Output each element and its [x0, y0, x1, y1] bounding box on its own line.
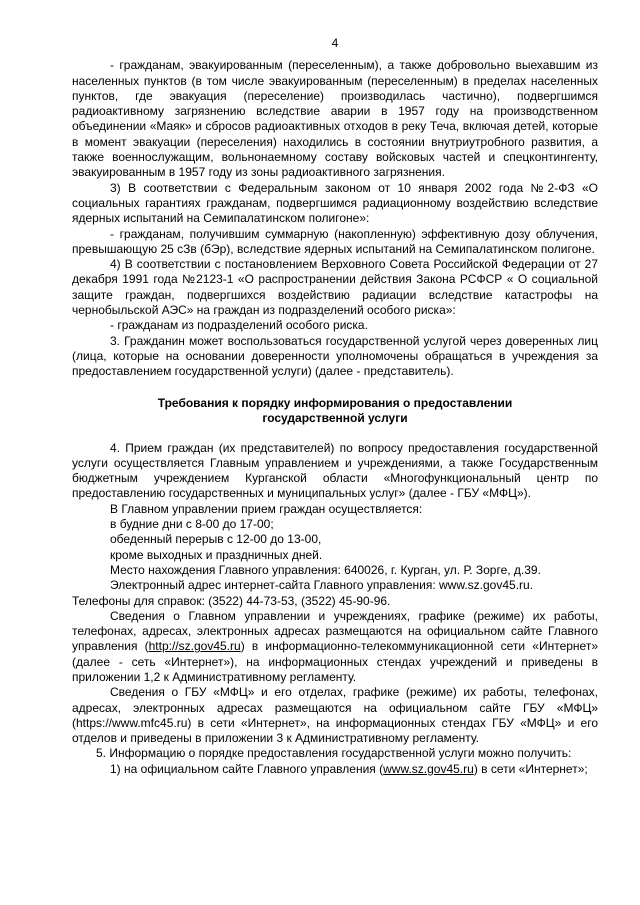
- paragraph-special-risk: - гражданам из подразделений особого риска.: [110, 318, 368, 333]
- info-text-before: Сведения о Главном управлении и учреждениях, графике (режиме) их работы, телефонах, адресах, электронных адресах размещаются на официальном сайте Главного управления (: [72, 608, 598, 654]
- office-website: Электронный адрес интернет-сайта Главного управления: www.sz.gov45.ru.: [110, 578, 534, 593]
- paragraph-reception: 4. Прием граждан (их представителей) по вопросу предоставления государственной услуги осуществляется Главным управлением и учреждениями, а также Государственным бюджетным учреждением Курганской области «Многофункциональный центр по предоставлению государственных и муниципальных услуг» (далее - ГБУ «МФЦ»).: [72, 440, 598, 501]
- info-text-after: ) в информационно-телекоммуникационной сети «Интернет» (далее - сеть «Интернет»), на информационных стендах учреждений и приведены в приложении 1,2 к Административному регламенту.: [72, 639, 598, 684]
- paragraph-mfc-info: Сведения о ГБУ «МФЦ» и его отделах, графике (режиме) их работы, телефонах, адресах, электронных адресах размещаются на официальном сайте ГБУ «МФЦ» (https://www.mfc45.ru) в сети «Интернет», на информационных стендах ГБУ «МФЦ» и его отделов и приведены в приложении 3 к Административному регламенту.: [72, 685, 598, 746]
- site-item-before: 1) на официальном сайте Главного управления (: [110, 761, 384, 776]
- schedule-weekdays: в будние дни с 8-00 до 17-00;: [110, 517, 274, 532]
- page-number: 4: [331, 36, 339, 50]
- schedule-lunch: обеденный перерыв с 12-00 до 13-00,: [110, 532, 322, 547]
- office-address: Место нахождения Главного управления: 640026, г. Курган, ул. Р. Зорге, д.39.: [110, 562, 541, 577]
- paragraph-federal-law: 3) В соответствии с Федеральным законом от 10 января 2002 года №2-ФЗ «О социальных гарантиях гражданам, подвергшимся радиационному воздействию вследствие ядерных испытаний на Семипалатинском полигоне»:: [72, 180, 598, 226]
- paragraph-evacuated: - гражданам, эвакуированным (переселенным), а также добровольно выехавшим из населенных пунктов (в том числе эвакуированным (переселенным) в пределах населенных пунктов, где эвакуация (переселение) производилась частично), подвергшимся радиоактивному загрязнению вследствие аварии в 1957 году на производственном объединении «Маяк» и сбросов радиоактивных отходов в реку Теча, включая детей, которые в момент эвакуации (переселения) находились в состоянии внутриутробного развития, а также военнослужащим, вольнонаемному составу войсковых частей и спецконтингенту, эвакуированным в 1957 году из зоны радиоактивного загрязнения.: [72, 58, 598, 180]
- schedule-except: кроме выходных и праздничных дней.: [110, 547, 323, 562]
- paragraph-dose: - гражданам, получившим суммарную (накопленную) эффективную дозу облучения, превышающую 25 сЗв (бЭр), вследствие ядерных испытаний на Семипалатинском полигоне.: [72, 226, 598, 256]
- paragraph-site-item: [72, 762, 598, 777]
- official-site-link[interactable]: http://sz.gov45.ru: [148, 639, 241, 654]
- paragraph-info-placement: [72, 609, 598, 685]
- paragraph-resolution: 4) В соответствии с постановлением Верховного Совета Российской Федерации от 27 декабря 1991 года №2123-1 «О распространении действия Закона РСФСР « О социальной защите граждан, подвергшихся воздействию радиации вследствие катастрофы на чернобыльской АЭС» на граждан из подразделений особого риска»:: [72, 257, 598, 318]
- site-item-link[interactable]: www.sz.gov45.ru: [383, 761, 474, 776]
- paragraph-representative: 3. Гражданин может воспользоваться государственной услугой через доверенных лиц (лица, которые на основании доверенности уполномочены обращаться в учреждения за предоставлением государственной услуги) (далее - представитель).: [72, 333, 598, 379]
- office-phones: Телефоны для справок: (3522) 44-73-53, (3522) 45-90-96.: [72, 593, 391, 608]
- paragraph-info-sources: 5. Информацию о порядке предоставления государственной услуги можно получить:: [96, 746, 572, 761]
- section-heading: Требования к порядку информирования о предоставлении государственной услуги: [157, 395, 513, 425]
- site-item-after: ) в сети «Интернет»;: [473, 761, 588, 776]
- schedule-intro: В Главном управлении прием граждан осуществляется:: [110, 501, 423, 516]
